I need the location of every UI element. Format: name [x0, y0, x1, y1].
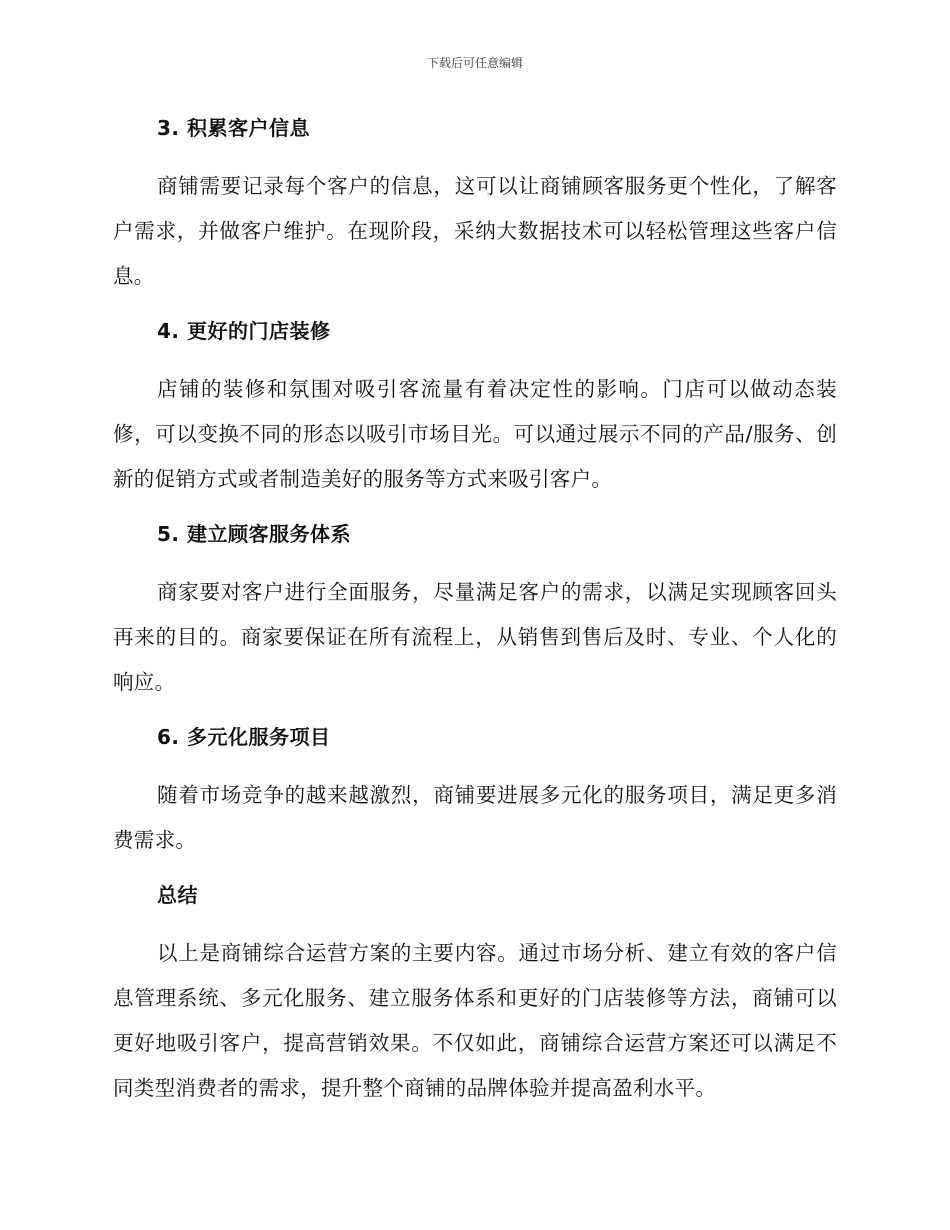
section-paragraph: 商家要对客户进行全面服务，尽量满足客户的需求，以满足实现顾客回头再来的目的。商家要保证在所有流程上，从销售到售后及时、专业、个人化的响应。: [113, 580, 837, 694]
section-heading: 4. 更好的门店装修: [157, 319, 331, 343]
section-paragraph: 店铺的装修和氛围对吸引客流量有着决定性的影响。门店可以做动态装修，可以变换不同的形态以吸引市场目光。可以通过展示不同的产品/服务、创新的促销方式或者制造美好的服务等方式来吸引客户。: [113, 377, 837, 491]
section-paragraph: 商铺需要记录每个客户的信息，这可以让商铺顾客服务更个性化，了解客户需求，并做客户维护。在现阶段，采纳大数据技术可以轻松管理这些客户信息。: [113, 174, 837, 288]
page-header-note: 下载后可任意编辑: [426, 56, 523, 70]
section-paragraph: 以上是商铺综合运营方案的主要内容。通过市场分析、建立有效的客户信息管理系统、多元化服务、建立服务体系和更好的门店装修等方法，商铺可以更好地吸引客户，提高营销效果。不仅如此，商铺综合运营方案还可以满足不同类型消费者的需求，提升整个商铺的品牌体验并提高盈利水平。: [113, 941, 837, 1100]
section-diversified-services: [113, 717, 837, 863]
section-paragraph: 随着市场竞争的越来越激烈，商铺要进展多元化的服务项目，满足更多消费需求。: [113, 783, 837, 852]
section-heading: 6. 多元化服务项目: [157, 725, 331, 749]
section-heading: 总结: [157, 883, 198, 907]
section-summary: [113, 875, 837, 1111]
section-store-decoration: [113, 311, 837, 502]
section-heading: 3. 积累客户信息: [157, 116, 310, 140]
section-heading: 5. 建立顾客服务体系: [157, 522, 351, 546]
document-body: [113, 108, 837, 1123]
section-service-system: [113, 514, 837, 705]
section-customer-info: [113, 108, 837, 299]
